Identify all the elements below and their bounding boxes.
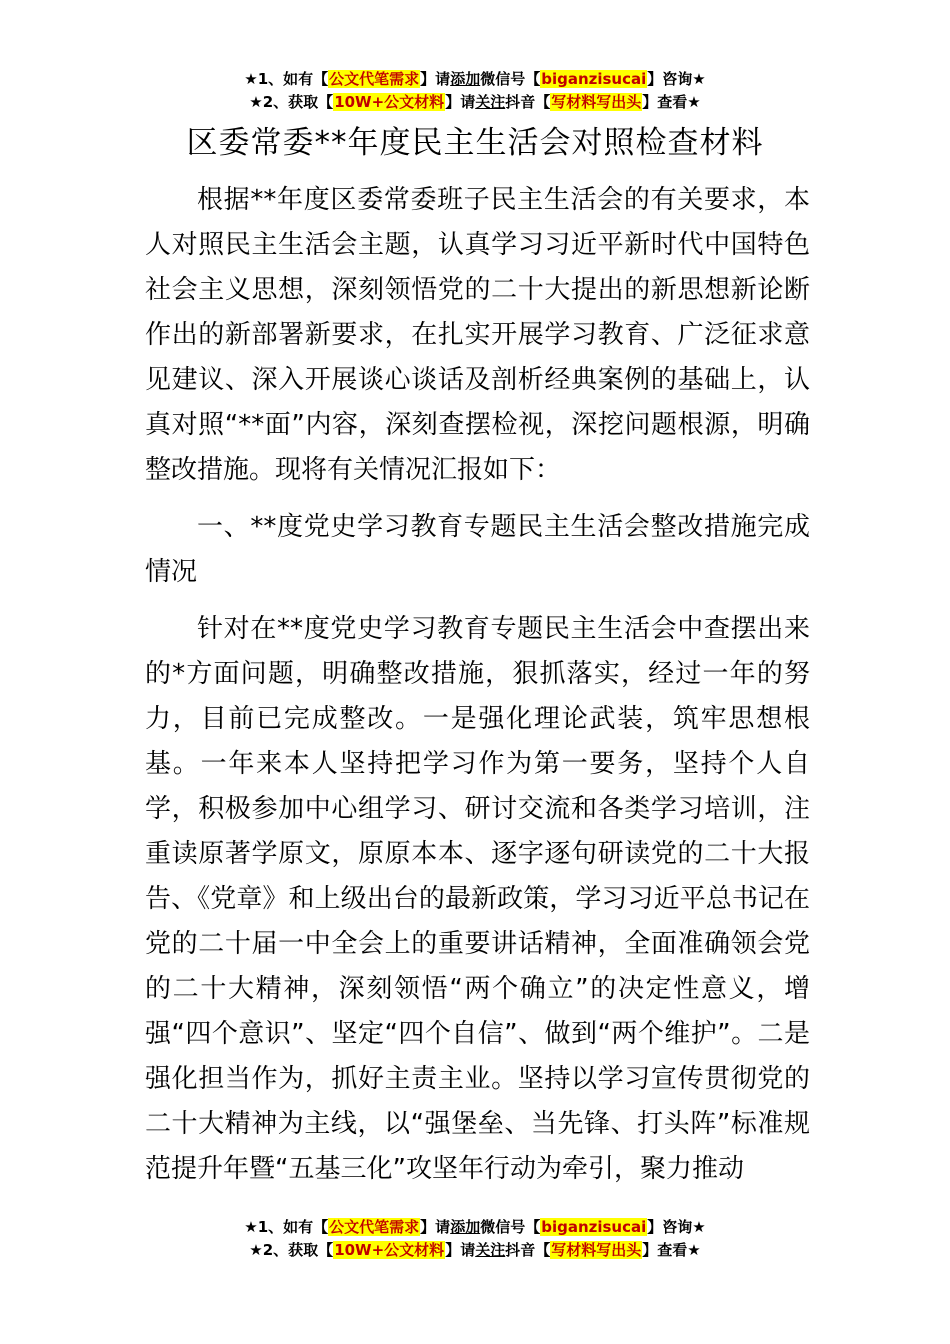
banner-text: 】请: [445, 1241, 476, 1259]
banner-highlight: biganzisucai: [541, 1218, 647, 1236]
banner-text: 抖音【: [505, 93, 551, 111]
header-banner: [0, 68, 950, 114]
banner-text: 】查看★: [642, 1241, 701, 1259]
banner-text: 】查看★: [642, 93, 701, 111]
intro-paragraph: 根据**年度区委常委班子民主生活会的有关要求，本人对照民主生活会主题，认真学习习近平新时代中国特色社会主义思想，深刻领悟党的二十大提出的新思想新论断作出的新部署新要求，在扎实开展学习教育、广泛征求意见建议、深入开展谈心谈话及剖析经典案例的基础上，认真对照“**面”内容，深刻查摆检视，深挖问题根源，明确整改措施。现将有关情况汇报如下：: [145, 185, 810, 485]
banner-text: 】咨询★: [647, 70, 706, 88]
footer-banner: [0, 1216, 950, 1262]
banner-line-1: [0, 68, 950, 91]
banner-highlight: 公文代笔需求: [329, 70, 420, 88]
banner-text: ★1、如有【: [244, 1218, 329, 1236]
document-title: 区委常委**年度民主生活会对照检查材料: [186, 125, 764, 161]
banner-text: 微信号【: [480, 1218, 541, 1236]
banner-text: 】咨询★: [647, 1218, 706, 1236]
banner-text: 】请: [420, 1218, 451, 1236]
banner-text: ★1、如有【: [244, 70, 329, 88]
banner-highlight: 10W+公文材料: [334, 1241, 445, 1259]
banner-emphasis: 添加: [450, 1218, 481, 1236]
banner-line-1: [0, 1216, 950, 1239]
banner-text: ★2、获取【: [249, 93, 334, 111]
banner-emphasis: 添加: [450, 70, 481, 88]
section-paragraph: 针对在**度党史学习教育专题民主生活会中查摆出来的*方面问题，明确整改措施，狠抓落实，经过一年的努力，目前已完成整改。一是强化理论武装，筑牢思想根基。一年来本人坚持把学习作为第一要务，坚持个人自学，积极参加中心组学习、研讨交流和各类学习培训，注重读原著学原文，原原本本、逐字逐句研读党的二十大报告、《党章》和上级出台的最新政策，学习习近平总书记在党的二十届一中全会上的重要讲话精神，全面准确领会党的二十大精神，深刻领悟“两个确立”的决定性意义，增强“四个意识”、坚定“四个自信”、做到“两个维护”。二是强化担当作为，抓好主责主业。坚持以学习宣传贯彻党的二十大精神为主线，以“强堡垒、当先锋、打头阵”标准规范提升年暨“五基三化”攻坚年行动为牵引，聚力推动: [145, 614, 810, 1184]
document-body: [145, 178, 810, 1192]
banner-text: 抖音【: [505, 1241, 551, 1259]
banner-highlight: 写材料写出头: [551, 1241, 642, 1259]
banner-highlight: 写材料写出头: [551, 93, 642, 111]
banner-text: 】请: [445, 93, 476, 111]
section-heading: 一、**度党史学习教育专题民主生活会整改措施完成情况: [145, 512, 810, 587]
banner-text: ★2、获取【: [249, 1241, 334, 1259]
banner-text: 微信号【: [480, 70, 541, 88]
banner-highlight: biganzisucai: [541, 70, 647, 88]
banner-highlight: 10W+公文材料: [334, 93, 445, 111]
banner-emphasis: 关注: [475, 1241, 506, 1259]
banner-text: 】请: [420, 70, 451, 88]
banner-line-2: [0, 1239, 950, 1262]
banner-highlight: 公文代笔需求: [329, 1218, 420, 1236]
banner-line-2: [0, 91, 950, 114]
banner-emphasis: 关注: [475, 93, 506, 111]
